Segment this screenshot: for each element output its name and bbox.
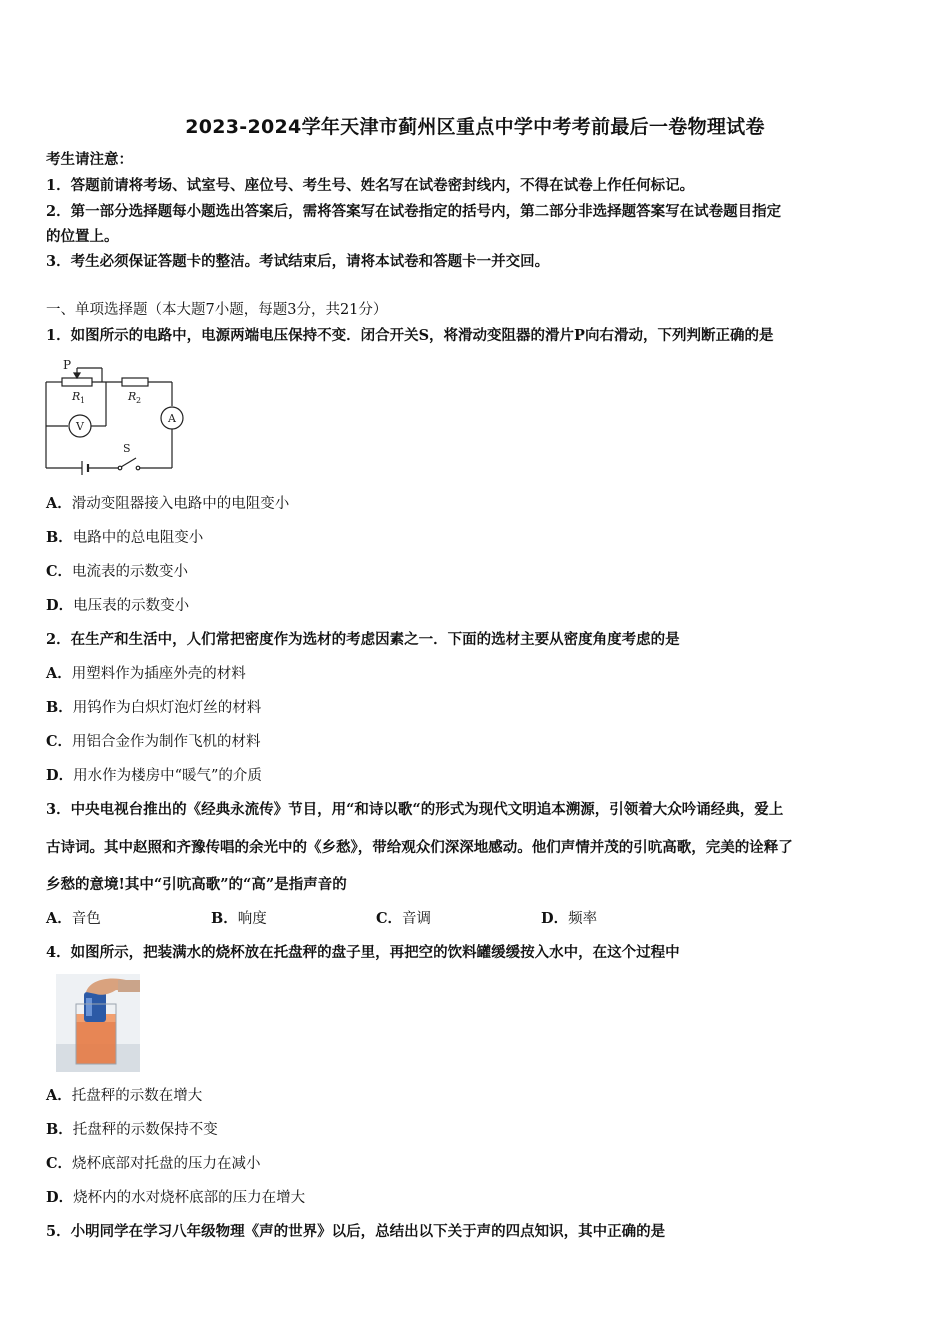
q3-option-a: A．音色: [46, 910, 101, 927]
q2-option-c: C．用铝合金作为制作飞机的材料: [46, 733, 261, 750]
q3-options-row: [46, 909, 908, 929]
q1-option-d: D．电压表的示数变小: [46, 597, 190, 614]
beaker-photo: [56, 974, 140, 1072]
q1-option-a: A．滑动变阻器接入电路中的电阻变小: [46, 495, 290, 512]
label-switch: S: [123, 442, 131, 455]
label-ammeter: A: [168, 412, 176, 425]
notice-item: 的位置上。: [46, 228, 119, 245]
notice-item: 1．答题前请将考场、试室号、座位号、考生号、姓名写在试卷密封线内，不得在试卷上作任何标记。: [46, 177, 695, 194]
notice-heading: 考生请注意：: [46, 151, 133, 168]
q4-option-c: C．烧杯底部对托盘的压力在减小: [46, 1155, 261, 1172]
question-5-stem: 5．小明同学在学习八年级物理《声的世界》以后，总结出以下关于声的四点知识，其中正确的是: [46, 1223, 666, 1240]
q4-option-d: D．烧杯内的水对烧杯底部的压力在增大: [46, 1189, 306, 1206]
question-3-stem-line: 3．中央电视台推出的《经典永流传》节目，用“和诗以歌“的形式为现代文明追本溯源，引领着大众吟诵经典，爱上: [46, 801, 784, 818]
label-r2: R: [128, 390, 137, 403]
q2-option-b: B．用钨作为白炽灯泡灯丝的材料: [46, 699, 262, 716]
circuit-diagram: [40, 358, 190, 476]
label-r1-sub: 1: [80, 396, 86, 405]
q1-option-c: C．电流表的示数变小: [46, 563, 189, 580]
q3-option-d: D．频率: [541, 910, 598, 927]
notice-item: 2．第一部分选择题每小题选出答案后，需将答案写在试卷指定的括号内，第二部分非选择题答案写在试卷题目指定: [46, 203, 782, 220]
q4-option-b: B．托盘秤的示数保持不变: [46, 1121, 218, 1138]
label-r2-sub: 2: [136, 396, 142, 405]
q2-option-a: A．用塑料作为插座外壳的材料: [46, 665, 246, 682]
label-voltmeter: V: [76, 420, 84, 433]
q3-option-b: B．响度: [211, 910, 267, 927]
q2-option-d: D．用水作为楼房中“暖气”的介质: [46, 767, 262, 784]
question-4-stem: 4．如图所示，把装满水的烧杯放在托盘秤的盘子里，再把空的饮料罐缓缓按入水中，在这个过程中: [46, 944, 680, 961]
question-3-stem-line: 古诗词。其中赵照和齐豫传唱的余光中的《乡愁》，带给观众们深深地感动。他们声情并茂的引吭高歌，完美的诠释了: [46, 839, 793, 856]
q3-option-c: C．音调: [376, 910, 432, 927]
page-title: 2023-2024学年天津市蓟州区重点中学中考考前最后一卷物理试卷: [185, 116, 765, 138]
question-3-stem-line: 乡愁的意境!其中“引吭高歌”的“高”是指声音的: [46, 876, 347, 893]
q1-option-b: B．电路中的总电阻变小: [46, 529, 204, 546]
question-1-stem: 1．如图所示的电路中，电源两端电压保持不变．闭合开关S，将滑动变阻器的滑片P向右滑动，下列判断正确的是: [46, 327, 774, 344]
notice-item: 3．考生必须保证答题卡的整洁。考试结束后，请将本试卷和答题卡一并交回。: [46, 253, 550, 270]
q4-option-a: A．托盘秤的示数在增大: [46, 1087, 203, 1104]
question-2-stem: 2．在生产和生活中，人们常把密度作为选材的考虑因素之一．下面的选材主要从密度角度考虑的是: [46, 631, 680, 648]
label-p: P: [63, 358, 72, 372]
label-r1: R: [72, 390, 81, 403]
section-heading: 一、单项选择题（本大题7小题，每题3分，共21分）: [46, 302, 388, 318]
